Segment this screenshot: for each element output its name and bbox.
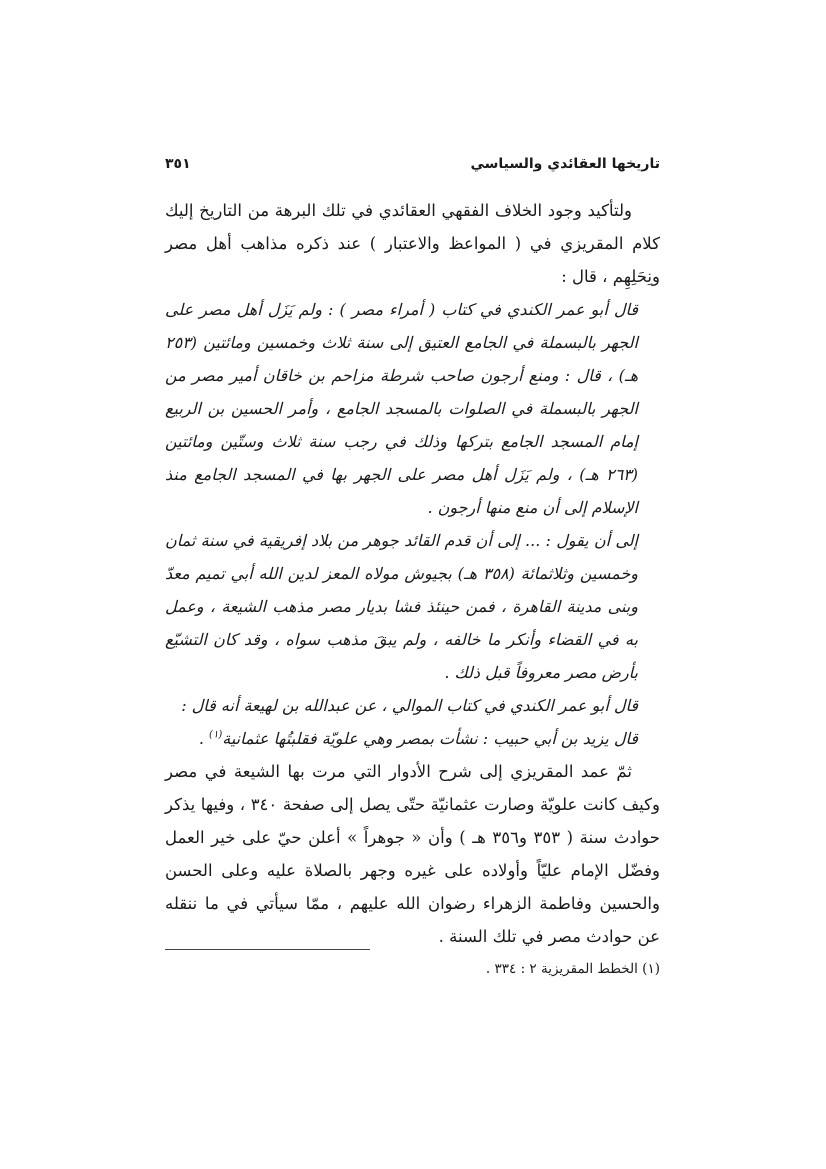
- footnote-divider: [165, 949, 370, 950]
- intro-paragraph: ولتأكيد وجود الخلاف الفقهي العقائدي في تلك البرهة من التاريخ إليك كلام المقريزي في ( المواعظ والاعتبار ) عند ذكره مذاهب أهل مصر ونِحَلِهِم ، قال :: [165, 201, 660, 286]
- book-page: [165, 148, 660, 1088]
- quote-3-end: .: [198, 729, 210, 748]
- quote-3-text: قال يزيد بن أبي حبيب : نشأت بمصر وهي علويّة فقلبتُها عثمانية: [222, 729, 638, 748]
- quote-paragraph-3: [165, 689, 660, 755]
- quote-paragraph-1: قال أبو عمر الكندي في كتاب ( أمراء مصر ) : ولم يَزَل أهل مصر على الجهر بالبسملة في الجامع العتيق إلى سنة ثلاث وخمسين ومائتين (٢٥٣ هـ) ، قال : ومنع أرجون صاحب شرطة مزاحم بن خاقان أمير مصر من الجهر بالبسملة في الصلوات بالمسجد الجامع ، وأمر الحسين بن الربيع إمام المسجد الجامع بتركها وذلك في رجب سنة ثلاث وستّين ومائتين (٢٦٣ هـ) ، ولم يَزَل أهل مصر على الجهر بها في المسجد الجامع منذ الإسلام إلى أن منع منها أرجون .: [165, 300, 638, 517]
- running-header: [165, 156, 660, 180]
- page-number: ٣٥١: [165, 156, 191, 172]
- quote-3-line-2: [165, 722, 638, 755]
- quote-paragraph-2: إلى أن يقول : ... إلى أن قدم القائد جوهر من بلاد إفريقية في سنة ثمان وخمسين وثلاثمائة (٣٥٨ هـ) بجيوش مولاه المعز لدين الله أبي تميم معدّ وبنى مدينة القاهرة ، فمن حينئذ فشا بديار مصر مذهب الشيعة ، وعمل به في القضاء وأنكر ما خالفه ، ولم يبقَ مذهب سواه ، وقد كان التشيّع بأرض مصر معروفاً قبل ذلك .: [165, 531, 639, 682]
- footnote-marker[interactable]: (١): [209, 729, 223, 741]
- running-title: تاريخها العقائدي والسياسي: [470, 156, 660, 172]
- conclusion-paragraph: ثمّ عمد المقريزي إلى شرح الأدوار التي مرت بها الشيعة في مصر وكيف كانت علويّة وصارت عثمانيّة حتّى يصل إلى صفحة ٣٤٠ ، وفيها يذكر حوادث سنة ( ٣٥٣ و٣٥٦ هـ ) وأن « جوهراً » أعلن حيّ على خير العمل وفضّل الإمام عليّاً وأولاده على غيره وجهر بالصلاة عليه وعلى الحسن والحسين وفاطمة الزهراء رضوان الله عليهم ، ممّا سيأتي في ما ننقله عن حوادث مصر في تلك السنة .: [165, 762, 661, 946]
- quote-3-line-1: قال أبو عمر الكندي في كتاب الموالي ، عن عبدالله بن لهيعة أنه قال :: [181, 696, 638, 715]
- footnote: (١) الخطط المقريزية ٢ : ٣٣٤ .: [485, 961, 660, 977]
- body-text: [165, 194, 660, 953]
